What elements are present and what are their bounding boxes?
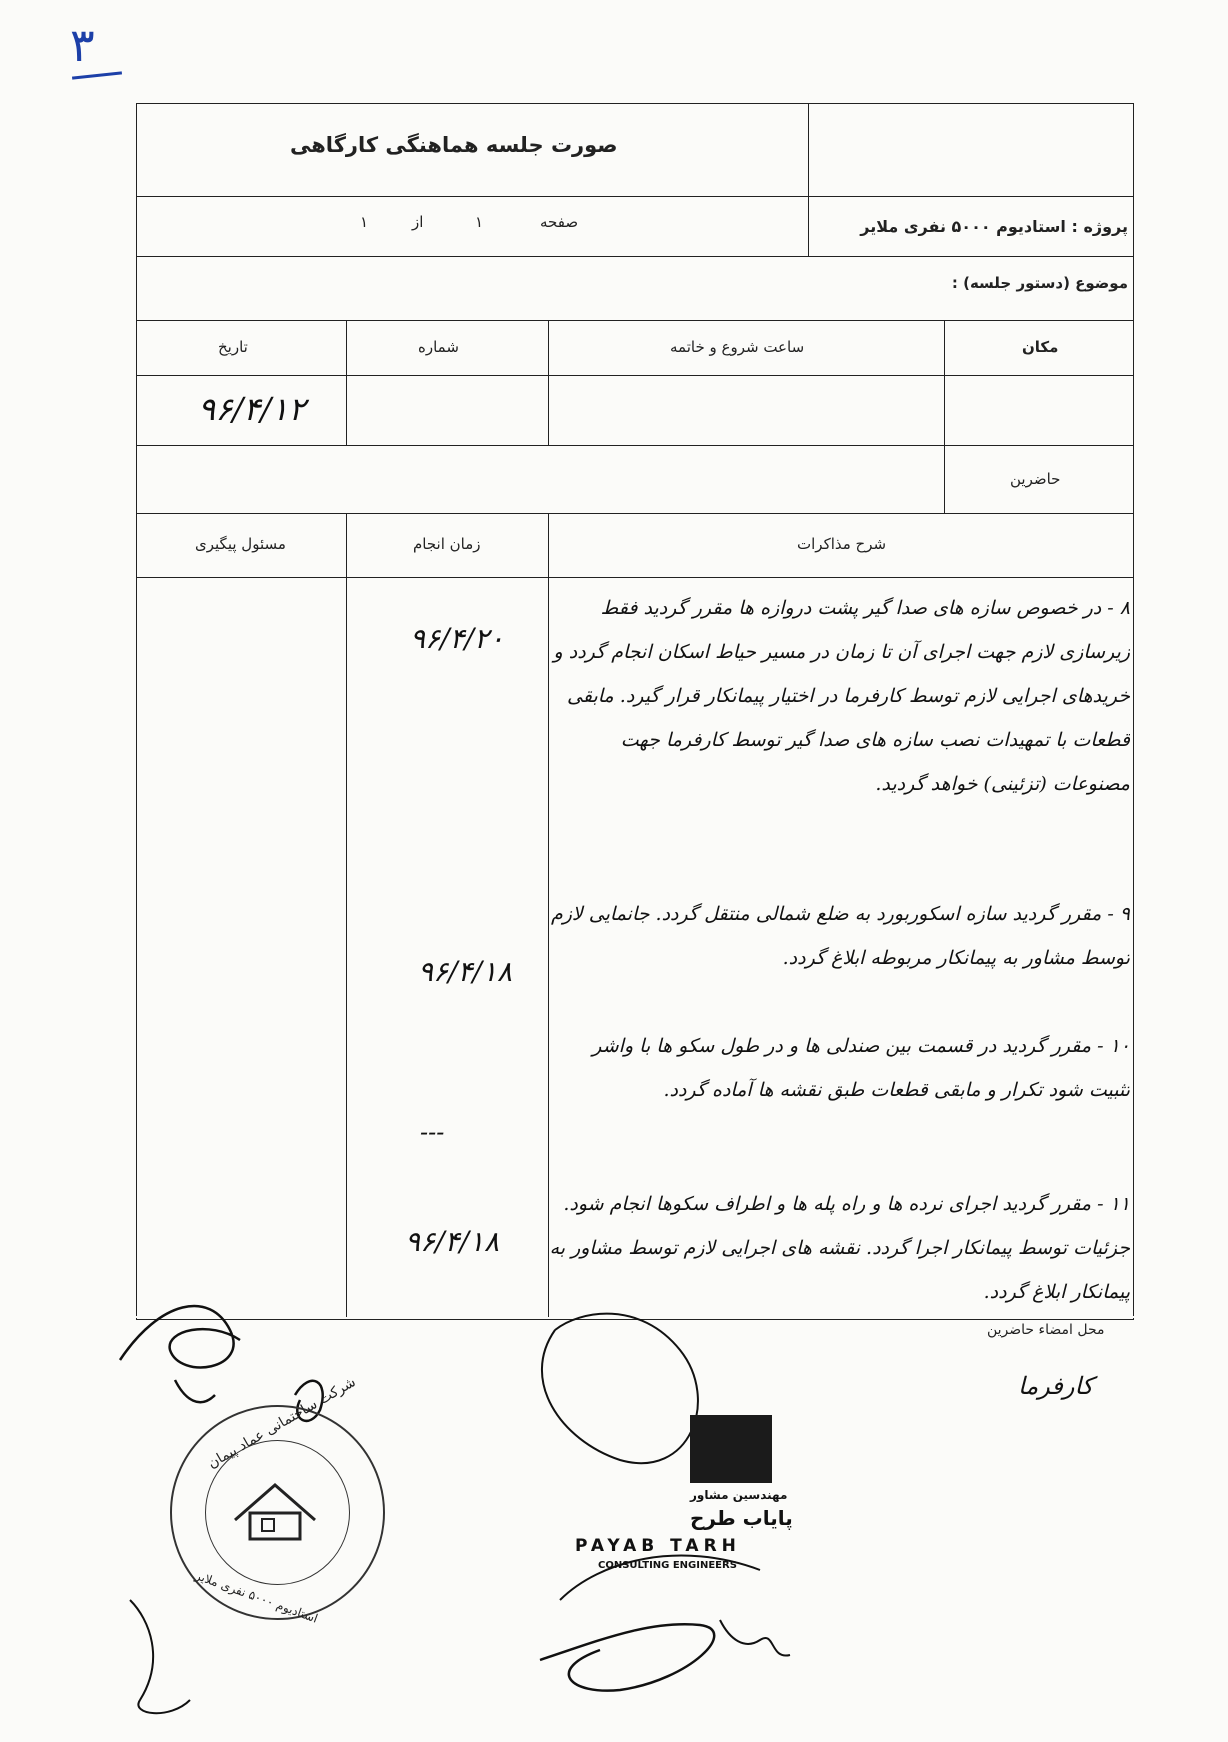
consultant-en-sub: CONSULTING ENGINEERS — [598, 1560, 737, 1571]
discussion-header: شرح مذاکرات — [797, 535, 887, 553]
form-title: صورت جلسه هماهنگی کارگاهی — [290, 133, 618, 157]
page-marker-underline — [72, 71, 122, 79]
row-divider — [136, 445, 1134, 446]
row-divider — [136, 256, 1134, 257]
deadline-item-11: ۹۶/۴/۱۸ — [405, 1225, 500, 1258]
page-total: ۱ — [360, 213, 369, 231]
col-divider — [346, 320, 347, 445]
deadline-item-9: ۹۶/۴/۱۸ — [418, 955, 513, 988]
consultant-en-name: PAYAB TARH — [575, 1536, 741, 1556]
attendees-label: حاضرین — [1010, 470, 1061, 488]
meeting-date: ۹۶/۴/۱۲ — [198, 390, 306, 428]
date-header: تاریخ — [218, 338, 248, 356]
place-header: مکان — [1022, 338, 1059, 356]
page-word: صفحه — [540, 213, 579, 231]
consultant-fa-small: مهندسین مشاور — [690, 1488, 788, 1502]
row-divider — [136, 375, 1134, 376]
page-of: از — [412, 213, 424, 231]
page-current: ۱ — [475, 213, 484, 231]
discussion-item-8: ۸ - در خصوص سازه های صدا گیر پشت دروازه ها مقرر گردید فقط زیرسازی لازم جهت اجرای آن تا زمان در مسیر حیاط اسکان انجام گردد و خریدهای اجرایی لازم توسط کارفرما در اختیار پیمانکار قرار گیرد. مابقی قطعات با تمهیدات نصب سازه های صدا گیر توسط کارفرما جهت مصنوعات (تزئینی) خواهد گردید. — [553, 597, 1130, 795]
deadline-item-8: ۹۶/۴/۲۰ — [410, 622, 505, 655]
seal-text-top: شرکت ساختمانی عماد پیمان — [205, 1374, 359, 1472]
col-divider — [808, 103, 809, 256]
project-label: پروژه : استادیوم ۵۰۰۰ نفری ملایر — [860, 217, 1128, 236]
row-divider — [136, 196, 1134, 197]
discussion-item-9: ۹ - مقرر گردید سازه اسکوربورد به ضلع شمالی منتقل گردد. جانمایی لازم توسط مشاور به پیمانکار مربوطه ابلاغ گردد. — [550, 903, 1130, 969]
row-divider — [136, 320, 1134, 321]
seal-emblem-icon — [230, 1475, 320, 1545]
responsible-header: مسئول پیگیری — [195, 535, 286, 553]
consultant-logo-icon — [690, 1415, 772, 1483]
page-marker: ۳ — [70, 18, 95, 72]
signature-role: کارفرما — [1018, 1372, 1094, 1400]
seal-text-bottom: استادیوم ۵۰۰۰ نفری ملایر — [193, 1568, 320, 1626]
deadline-item-10: --- — [420, 1118, 445, 1146]
col-divider — [944, 320, 945, 513]
row-divider — [136, 577, 1134, 578]
subject-label: موضوع (دستور جلسه) : — [951, 274, 1128, 292]
row-divider — [136, 513, 1134, 514]
discussion-item-10: ۱۰ - مقرر گردید در قسمت بین صندلی ها و در طول سکو ها با واشر تثبیت شود تکرار و مابقی قطعات طبق نقشه ها آماده گردد. — [592, 1035, 1130, 1101]
deadline-header: زمان انجام — [413, 535, 481, 553]
col-divider — [346, 513, 347, 1317]
time-header: ساعت شروع و خاتمه — [670, 338, 805, 356]
number-header: شماره — [418, 338, 459, 356]
discussion-list — [548, 586, 1130, 1322]
col-divider — [548, 320, 549, 445]
discussion-item-11: ۱۱ - مقرر گردید اجرای نرده ها و راه پله ها و اطراف سکوها انجام شود. جزئیات توسط پیمانکار اجرا گردد. نقشه های اجرایی لازم توسط مشاور به پیمانکار ابلاغ گردد. — [549, 1193, 1130, 1303]
consultant-fa-name: پایاب طرح — [690, 1506, 793, 1530]
signature-label: محل امضاء حاضرین — [987, 1322, 1105, 1338]
